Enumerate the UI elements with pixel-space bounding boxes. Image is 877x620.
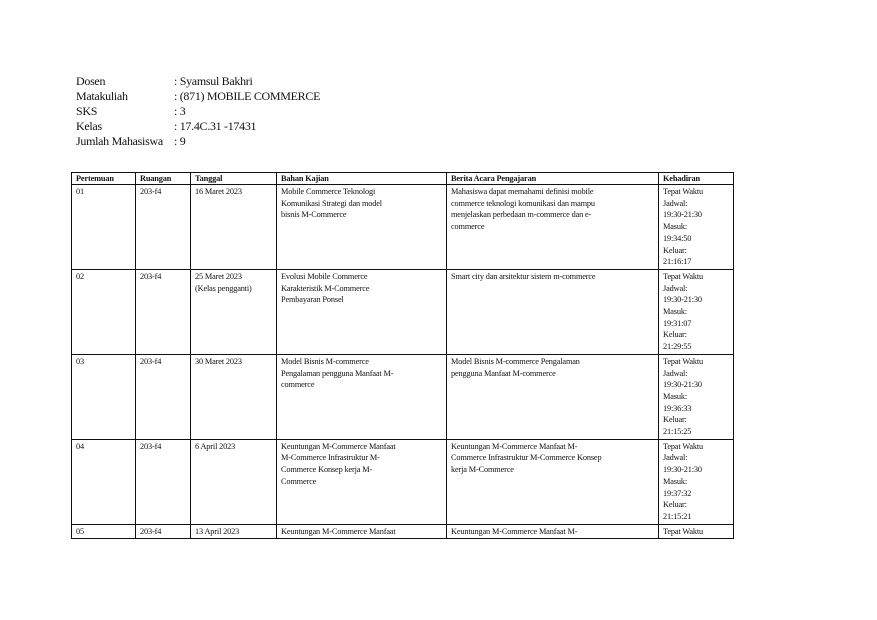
- cell-pertemuan: 04: [72, 439, 136, 524]
- cell-kehadiran-line: 21:29:55: [663, 342, 692, 352]
- info-row: [76, 119, 320, 134]
- cell-kehadiran: [659, 524, 734, 539]
- cell-bahan-kajian-line: Keuntungan M-Commerce Manfaat: [281, 441, 396, 451]
- info-row: [76, 134, 320, 149]
- cell-kehadiran-line: Jadwal:: [663, 453, 688, 463]
- cell-kehadiran-line: Tepat Waktu: [663, 271, 704, 281]
- cell-kehadiran-line: Keluar:: [663, 245, 687, 255]
- cell-berita-acara-line: Smart city dan arsitektur sistem m-commerce: [451, 271, 596, 281]
- cell-ruangan: 203-f4: [136, 354, 191, 439]
- cell-kehadiran-line: 21:15:21: [663, 511, 692, 521]
- cell-bahan-kajian-line: Model Bisnis M-commerce: [281, 356, 369, 366]
- col-header-bahan-kajian: Bahan Kajian: [277, 173, 447, 185]
- cell-berita-acara-line: pengguna Manfaat M-commerce: [451, 368, 556, 378]
- table-row: [72, 354, 734, 439]
- cell-berita-acara-line: Commerce Infrastruktur M-Commerce Konsep: [451, 453, 602, 463]
- cell-berita-acara-line: Keuntungan M-Commerce Manfaat M-: [451, 526, 578, 536]
- info-label: Kelas: [76, 119, 102, 133]
- cell-kehadiran: [659, 185, 734, 270]
- table-row: [72, 524, 734, 539]
- cell-bahan-kajian-line: Mobile Commerce Teknologi: [281, 187, 376, 196]
- cell-bahan-kajian: [277, 269, 447, 354]
- cell-bahan-kajian-line: Pengalaman pengguna Manfaat M-: [281, 368, 394, 378]
- table-row: [72, 185, 734, 270]
- cell-berita-acara: [447, 269, 659, 354]
- cell-kehadiran-line: Masuk:: [663, 391, 687, 401]
- table-row: [72, 439, 734, 524]
- cell-tanggal-line: 13 April 2023: [195, 526, 240, 536]
- cell-bahan-kajian-line: bisnis M-Commerce: [281, 210, 347, 220]
- cell-kehadiran-line: Jadwal:: [663, 283, 688, 293]
- cell-tanggal-line: 16 Maret 2023: [195, 187, 242, 196]
- cell-bahan-kajian-line: Keuntungan M-Commerce Manfaat: [281, 526, 396, 536]
- cell-berita-acara-line: Model Bisnis M-commerce Pengalaman: [451, 356, 580, 366]
- cell-kehadiran-line: Tepat Waktu: [663, 526, 704, 536]
- info-label: Matakuliah: [76, 89, 128, 103]
- cell-kehadiran-line: Tepat Waktu: [663, 187, 704, 196]
- cell-kehadiran-line: Jadwal:: [663, 198, 688, 208]
- course-info: [76, 74, 320, 149]
- cell-kehadiran-line: 19:30-21:30: [663, 465, 702, 475]
- cell-ruangan: 203-f4: [136, 185, 191, 270]
- cell-tanggal: [191, 269, 277, 354]
- cell-kehadiran-line: Masuk:: [663, 307, 687, 317]
- cell-kehadiran-line: 19:30-21:30: [663, 295, 702, 305]
- cell-kehadiran: [659, 354, 734, 439]
- cell-kehadiran: [659, 439, 734, 524]
- col-header-kehadiran: Kehadiran: [659, 173, 734, 185]
- cell-kehadiran-line: 19:37:32: [663, 488, 692, 498]
- cell-kehadiran-line: Masuk:: [663, 222, 687, 232]
- cell-pertemuan: 01: [72, 185, 136, 270]
- cell-kehadiran-line: 19:30-21:30: [663, 210, 702, 220]
- cell-tanggal: [191, 524, 277, 539]
- info-value: : 17.4C.31 -17431: [174, 119, 257, 133]
- cell-kehadiran-line: 19:30-21:30: [663, 380, 702, 390]
- cell-tanggal-line: 25 Maret 2023: [195, 271, 242, 281]
- cell-kehadiran-line: 21:16:17: [663, 257, 692, 267]
- cell-tanggal-line: 6 April 2023: [195, 441, 236, 451]
- cell-bahan-kajian-line: Evolusi Mobile Commerce: [281, 271, 368, 281]
- cell-tanggal-line: (Kelas pengganti): [195, 283, 252, 293]
- cell-ruangan: 203-f4: [136, 269, 191, 354]
- cell-kehadiran-line: 21:15:25: [663, 427, 692, 437]
- cell-berita-acara: [447, 439, 659, 524]
- cell-kehadiran: [659, 269, 734, 354]
- cell-bahan-kajian-line: M-Commerce Infrastruktur M-: [281, 453, 380, 463]
- cell-tanggal: [191, 185, 277, 270]
- info-row: [76, 74, 320, 89]
- info-label: Dosen: [76, 74, 106, 88]
- cell-kehadiran-line: Tepat Waktu: [663, 441, 704, 451]
- info-value: : (871) MOBILE COMMERCE: [174, 89, 321, 103]
- cell-bahan-kajian-line: Commerce Konsep kerja M-: [281, 465, 373, 475]
- cell-ruangan: 203-f4: [136, 524, 191, 539]
- cell-berita-acara-line: kerja M-Commerce: [451, 465, 514, 475]
- cell-kehadiran-line: 19:36:33: [663, 403, 692, 413]
- cell-tanggal: [191, 354, 277, 439]
- cell-berita-acara-line: commerce teknologi komunikasi dan mampu: [451, 198, 595, 208]
- info-label: SKS: [76, 104, 98, 118]
- col-header-berita-acara: Berita Acara Pengajaran: [447, 173, 659, 185]
- attendance-table: [71, 172, 734, 539]
- cell-berita-acara: [447, 524, 659, 539]
- cell-bahan-kajian: [277, 354, 447, 439]
- cell-bahan-kajian-line: Pembayaran Ponsel: [281, 295, 344, 305]
- cell-berita-acara-line: menjelaskan perbedaan m-commerce dan e-: [451, 210, 592, 220]
- info-row: [76, 89, 320, 104]
- cell-kehadiran-line: Keluar:: [663, 500, 687, 510]
- col-header-ruangan: Ruangan: [136, 173, 191, 185]
- cell-berita-acara-line: commerce: [451, 222, 485, 232]
- cell-kehadiran-line: Keluar:: [663, 330, 687, 340]
- cell-berita-acara: [447, 354, 659, 439]
- cell-tanggal: [191, 439, 277, 524]
- cell-kehadiran-line: Tepat Waktu: [663, 356, 704, 366]
- col-header-tanggal: Tanggal: [191, 173, 277, 185]
- cell-bahan-kajian-line: commerce: [281, 380, 315, 390]
- cell-tanggal-line: 30 Maret 2023: [195, 356, 242, 366]
- cell-bahan-kajian: [277, 524, 447, 539]
- info-value: : Syamsul Bakhri: [174, 74, 253, 88]
- cell-pertemuan: 03: [72, 354, 136, 439]
- cell-bahan-kajian: [277, 185, 447, 270]
- cell-berita-acara: [447, 185, 659, 270]
- info-label: Jumlah Mahasiswa: [76, 134, 163, 148]
- cell-pertemuan: 05: [72, 524, 136, 539]
- cell-berita-acara-line: Keuntungan M-Commerce Manfaat M-: [451, 441, 578, 451]
- cell-kehadiran-line: 19:31:07: [663, 318, 692, 328]
- cell-kehadiran-line: 19:34:50: [663, 233, 692, 243]
- cell-kehadiran-line: Jadwal:: [663, 368, 688, 378]
- cell-bahan-kajian-line: Komunikasi Strategi dan model: [281, 198, 382, 208]
- cell-ruangan: 203-f4: [136, 439, 191, 524]
- cell-bahan-kajian-line: Commerce: [281, 476, 317, 486]
- cell-kehadiran-line: Masuk:: [663, 476, 687, 486]
- info-value: : 3: [174, 104, 186, 118]
- cell-kehadiran-line: Keluar:: [663, 415, 687, 425]
- info-row: [76, 104, 320, 119]
- table-header-row: [72, 173, 734, 185]
- cell-pertemuan: 02: [72, 269, 136, 354]
- table-row: [72, 269, 734, 354]
- cell-bahan-kajian-line: Karakteristik M-Commerce: [281, 283, 370, 293]
- info-value: : 9: [174, 134, 186, 148]
- col-header-pertemuan: Pertemuan: [72, 173, 136, 185]
- cell-berita-acara-line: Mahasiswa dapat memahami definisi mobile: [451, 187, 594, 196]
- cell-bahan-kajian: [277, 439, 447, 524]
